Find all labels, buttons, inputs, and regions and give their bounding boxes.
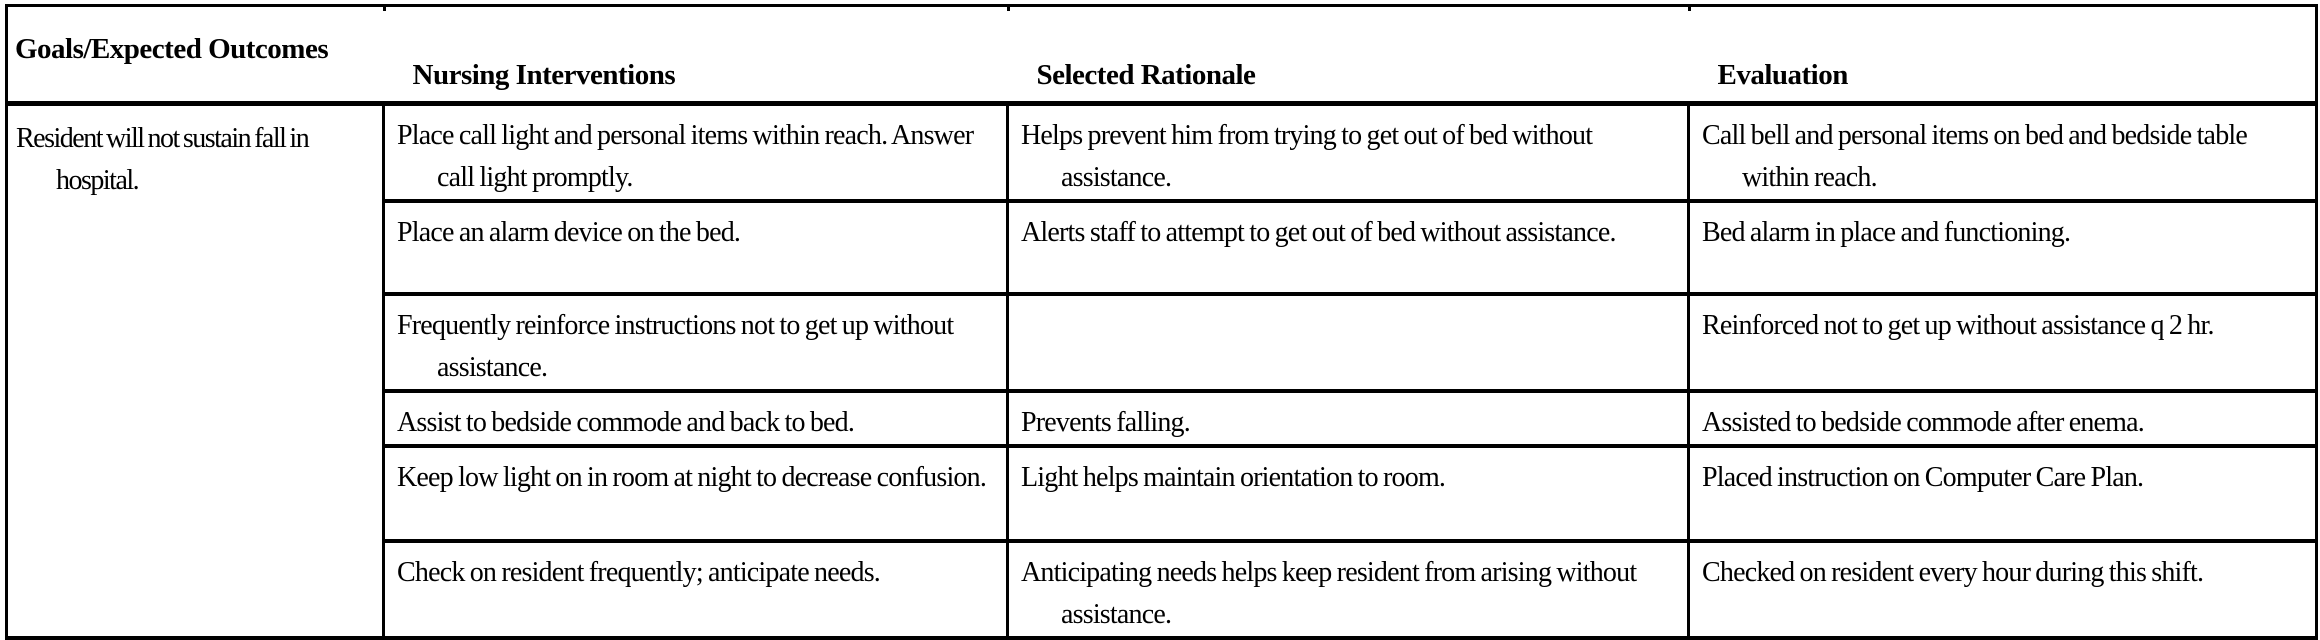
column-divider-stub: [383, 4, 386, 11]
column-divider-stub: [1007, 4, 1010, 11]
intervention-text: Place an alarm device on the bed.: [397, 217, 741, 248]
rationale-text: Light helps maintain orientation to room.: [1021, 462, 1446, 493]
evaluation-cell: [1689, 294, 2317, 391]
rationale-cell: [1008, 541, 1689, 638]
evaluation-text: Placed instruction on Computer Care Plan.: [1702, 462, 2144, 493]
column-header-interventions: Nursing Interventions: [384, 6, 1008, 104]
rationale-text: Helps prevent him from trying to get out of bed without assistance.: [1021, 120, 1593, 193]
rationale-cell: [1008, 104, 1689, 202]
evaluation-cell: [1689, 201, 2317, 294]
table-row: [7, 104, 2317, 202]
rationale-cell: [1008, 446, 1689, 541]
goal-cell: [7, 104, 384, 639]
intervention-text: Check on resident frequently; anticipate needs.: [397, 557, 880, 588]
intervention-text: Assist to bedside commode and back to bed.: [397, 407, 855, 438]
column-header-rationale: Selected Rationale: [1008, 6, 1689, 104]
evaluation-cell: [1689, 541, 2317, 638]
evaluation-cell: [1689, 104, 2317, 202]
intervention-cell: [384, 446, 1008, 541]
intervention-text: Frequently reinforce instructions not to get up without assistance.: [397, 310, 954, 383]
intervention-text: Place call light and personal items within reach. Answer call light promptly.: [397, 120, 974, 193]
rationale-cell: [1008, 201, 1689, 294]
evaluation-cell: [1689, 446, 2317, 541]
intervention-cell: [384, 294, 1008, 391]
evaluation-cell: [1689, 391, 2317, 446]
care-plan-table: [5, 4, 2318, 640]
column-header-goals: Goals/Expected Outcomes: [7, 6, 384, 104]
intervention-cell: [384, 541, 1008, 638]
care-plan-table-container: [5, 4, 2318, 640]
evaluation-text: Assisted to bedside commode after enema.: [1702, 407, 2144, 438]
rationale-text: Prevents falling.: [1021, 407, 1190, 438]
intervention-cell: [384, 104, 1008, 202]
goal-text: Resident will not sustain fall in hospital.: [16, 123, 309, 196]
column-header-evaluation: Evaluation: [1689, 6, 2317, 104]
intervention-cell: [384, 201, 1008, 294]
rationale-cell: [1008, 391, 1689, 446]
evaluation-text: Reinforced not to get up without assistance q 2 hr.: [1702, 310, 2214, 341]
evaluation-text: Bed alarm in place and functioning.: [1702, 217, 2071, 248]
evaluation-text: Checked on resident every hour during this shift.: [1702, 557, 2204, 588]
intervention-text: Keep low light on in room at night to decrease confusion.: [397, 462, 987, 493]
intervention-cell: [384, 391, 1008, 446]
column-divider-stub: [1688, 4, 1691, 11]
rationale-text: Alerts staff to attempt to get out of bed without assistance.: [1021, 217, 1616, 248]
header-row: [7, 6, 2317, 104]
rationale-text: Anticipating needs helps keep resident from arising without assistance.: [1021, 557, 1637, 630]
evaluation-text: Call bell and personal items on bed and bedside table within reach.: [1702, 120, 2247, 193]
rationale-cell-empty: [1008, 294, 1689, 391]
